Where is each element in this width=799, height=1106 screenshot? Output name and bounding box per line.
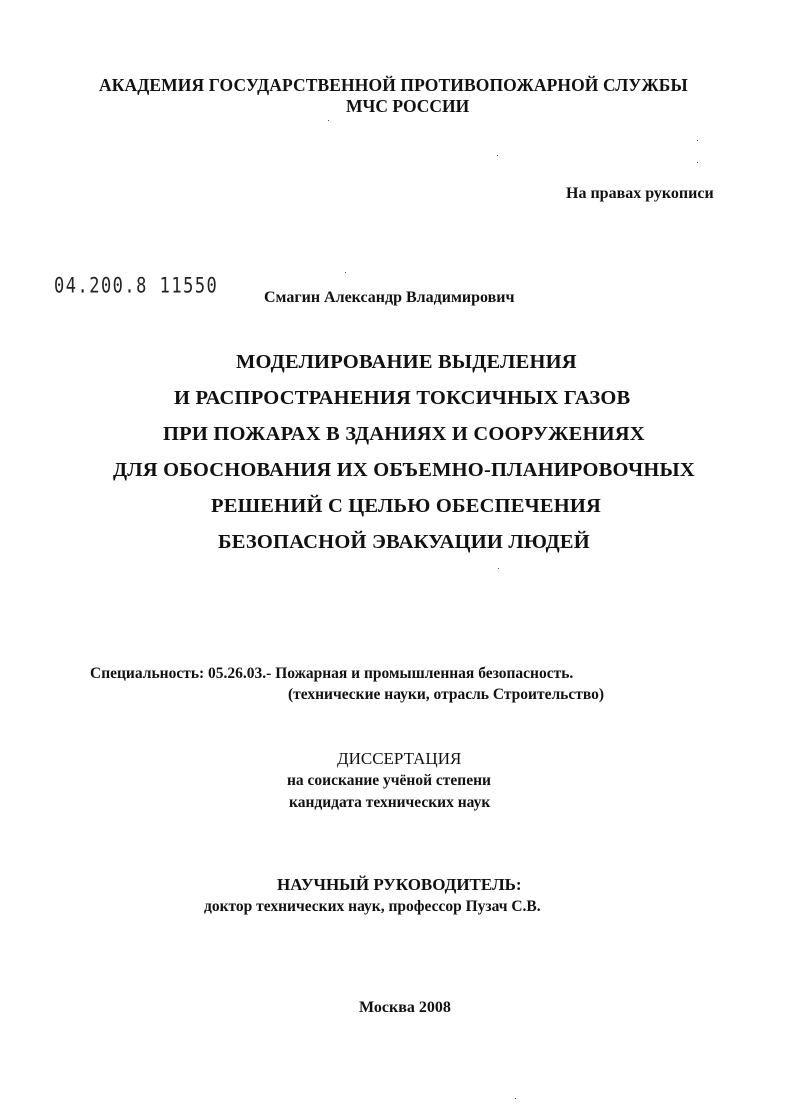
manuscript-note: На правах рукописи <box>566 185 714 202</box>
scan-speck <box>498 568 499 569</box>
title-line: ПРИ ПОЖАРАХ В ЗДАНИЯХ И СООРУЖЕНИЯХ <box>163 423 645 445</box>
scan-speck <box>515 1098 516 1099</box>
scan-speck <box>328 120 329 121</box>
supervisor-name: доктор технических наук, профессор Пузач С.В. <box>204 898 541 915</box>
scan-speck <box>697 162 698 163</box>
city-year: Москва 2008 <box>359 999 451 1016</box>
title-line: БЕЗОПАСНОЙ ЭВАКУАЦИИ ЛЮДЕЙ <box>218 531 590 553</box>
scan-speck <box>497 155 498 156</box>
title-line: ДЛЯ ОБОСНОВАНИЯ ИХ ОБЪЕМНО-ПЛАНИРОВОЧНЫХ <box>113 459 695 481</box>
title-line: РЕШЕНИЙ С ЦЕЛЬЮ ОБЕСПЕЧЕНИЯ <box>211 495 602 517</box>
degree-purpose: на соискание учёной степени <box>287 772 491 789</box>
institution-ministry: МЧС РОССИИ <box>346 96 470 116</box>
author-name: Смагин Александр Владимирович <box>264 289 515 306</box>
scan-speck <box>345 272 346 273</box>
scan-speck <box>697 140 698 141</box>
archive-stamp-number: 04.200.8 11550 <box>54 273 219 299</box>
specialty-field: (технические науки, отрасль Строительство) <box>288 686 605 703</box>
degree-name: кандидата технических наук <box>289 794 491 811</box>
document-type: ДИССЕРТАЦИЯ <box>337 749 462 768</box>
title-line: МОДЕЛИРОВАНИЕ ВЫДЕЛЕНИЯ <box>236 351 577 373</box>
institution-name: АКАДЕМИЯ ГОСУДАРСТВЕННОЙ ПРОТИВОПОЖАРНОЙ СЛУЖБЫ <box>99 75 688 95</box>
supervisor-heading: НАУЧНЫЙ РУКОВОДИТЕЛЬ: <box>277 875 522 894</box>
specialty-code: Специальность: 05.26.03.- Пожарная и промышленная безопасность. <box>90 665 574 682</box>
title-line: И РАСПРОСТРАНЕНИЯ ТОКСИЧНЫХ ГАЗОВ <box>174 387 631 409</box>
